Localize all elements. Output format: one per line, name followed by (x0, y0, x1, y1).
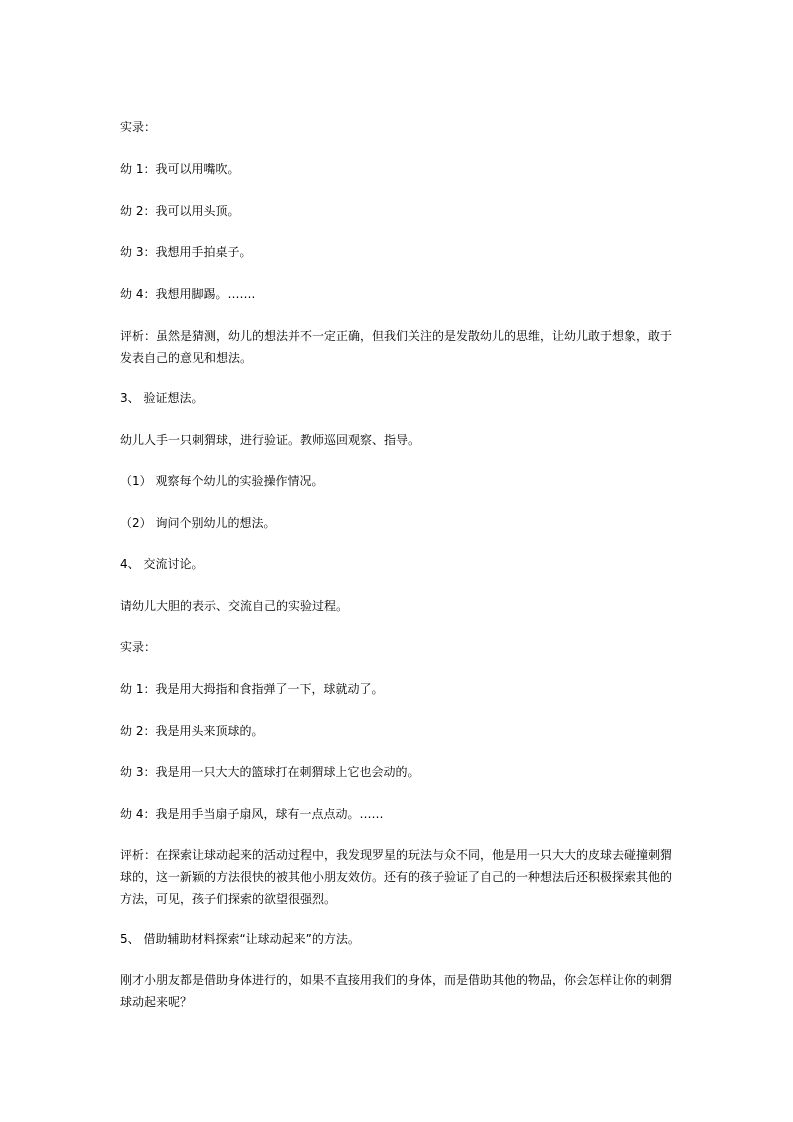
list-item-2: （2） 询问个别幼儿的想法。 (120, 516, 276, 530)
record-heading: 实录： (120, 640, 157, 654)
child-answer-2: 幼 2：我可以用头顶。 (120, 204, 240, 218)
child-answer-3: 幼 3：我是用一只大大的篮球打在刺猬球上它也会动的。 (120, 765, 420, 779)
body-paragraph: 请幼儿大胆的表示、交流自己的实验过程。 (120, 599, 349, 613)
child-answer-4: 幼 4：我想用脚踢。……. (120, 287, 256, 301)
section-heading-3: 3、 验证想法。 (120, 391, 204, 405)
record-heading: 实录： (120, 120, 157, 134)
commentary-paragraph: 评析：在探索让球动起来的活动过程中，我发现罗星的玩法与众不同，他是用一只大大的皮球去碰撞刺猬球的，这一新颖的方法很快的被其他小朋友效仿。还有的孩子验证了自己的一种想法后还积极探索其他的方法，可见，孩子们探索的欲望很强烈。 (120, 848, 673, 906)
child-answer-1: 幼 1：我可以用嘴吹。 (120, 162, 240, 176)
child-answer-3: 幼 3：我想用手拍桌子。 (120, 245, 252, 259)
list-item-1: （1） 观察每个幼儿的实验操作情况。 (120, 474, 324, 488)
child-answer-4: 幼 4：我是用手当扇子扇风，球有一点点动。…… (120, 807, 384, 821)
child-answer-2: 幼 2：我是用头来顶球的。 (120, 724, 264, 738)
body-paragraph: 幼儿人手一只刺猬球，进行验证。教师巡回观察、指导。 (120, 433, 421, 447)
commentary-paragraph: 评析：虽然是猜测，幼儿的想法并不一定正确，但我们关注的是发散幼儿的思维，让幼儿敢于想象，敢于发表自己的意见和想法。 (120, 329, 673, 365)
body-paragraph: 刚才小朋友都是借助身体进行的，如果不直接用我们的身体，而是借助其他的物品，你会怎样让你的刺猬球动起来呢？ (120, 973, 673, 1009)
child-answer-1: 幼 1：我是用大拇指和食指弹了一下，球就动了。 (120, 682, 384, 696)
section-heading-5: 5、 借助辅助材料探索“让球动起来”的方法。 (120, 932, 360, 946)
section-heading-4: 4、 交流讨论。 (120, 557, 204, 571)
